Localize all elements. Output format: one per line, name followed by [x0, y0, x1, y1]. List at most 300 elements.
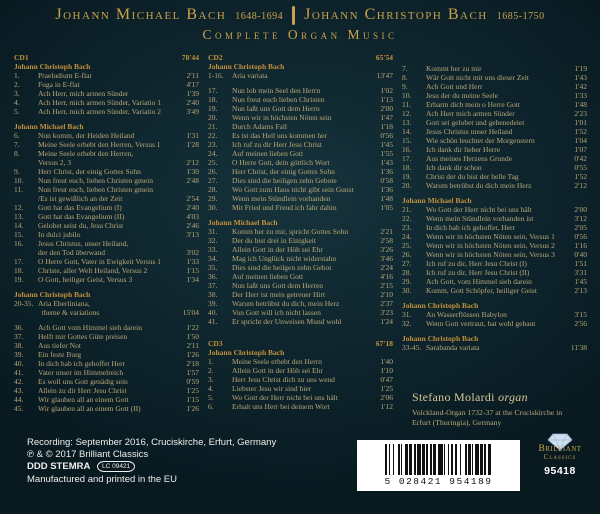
track-title: Wir glauben all an einem Gott (II): [38, 404, 141, 413]
track-time: 1'25: [186, 386, 199, 395]
track-number: 1.: [14, 71, 20, 80]
track-row: [208, 245, 393, 254]
track-time: 1'36: [380, 167, 393, 176]
track-number: 11.: [402, 100, 412, 109]
track-title: Aria Eberliniana,: [38, 299, 90, 308]
track-title: Jesu der du meine Seele: [426, 91, 499, 100]
track-row: [402, 205, 587, 214]
track-time: 1'45: [574, 277, 587, 286]
track-title: Nun komm, der Heiden Heiland: [38, 131, 135, 140]
track-time: 0'56: [574, 232, 587, 241]
track-title: Christe, aller Welt Heiland, Versus 2: [38, 266, 148, 275]
track-title: Ich ruf zu dir, Herr Jesu Christ (II): [426, 268, 530, 277]
track-time: 1'22: [186, 323, 199, 332]
track-number: [14, 308, 38, 317]
track-number: 26.: [402, 250, 412, 259]
track-time: 1'19: [574, 64, 587, 73]
track-time: 2'58: [380, 236, 393, 245]
track-time: 3'46: [380, 254, 393, 263]
track-row: [14, 131, 199, 140]
track-time: 2'15: [380, 281, 393, 290]
track-title: Meine Seele erhebt den Herren, Versus 1: [38, 140, 161, 149]
track-row: [14, 368, 199, 377]
artist-name-text: Stefano Molardi: [412, 390, 495, 404]
track-time: 3'15: [574, 310, 587, 319]
track-number: 26.: [208, 167, 218, 176]
track-number: 15.: [14, 230, 24, 239]
track-row: [402, 268, 587, 277]
track-row: [402, 91, 587, 100]
track-time: 2'24: [380, 263, 393, 272]
track-time: 0'56: [380, 131, 393, 140]
track-number: 14.: [402, 127, 412, 136]
track-number: 3.: [14, 89, 20, 98]
track-time: 2'12: [186, 158, 199, 167]
track-number: 36.: [14, 323, 24, 332]
track-title: Herr Christ, der einig Gottes Sohn: [38, 167, 141, 176]
track-number: 13.: [14, 212, 24, 221]
track-row: [14, 230, 199, 239]
track-column-2: [208, 53, 393, 413]
track-title: der den Tod überwand: [38, 248, 106, 257]
organ-line-1: Volckland-Organ 1732-37 at the Cruciskirche in: [412, 408, 563, 417]
track-time: 1'25: [380, 384, 393, 393]
track-title: Kommt her zu mir: [426, 64, 482, 73]
track-number: 44.: [14, 395, 24, 404]
track-time: 1'48: [574, 100, 587, 109]
track-number: 14.: [14, 221, 24, 230]
track-row: [14, 176, 199, 185]
track-number: 16.: [402, 145, 412, 154]
track-row: [208, 131, 393, 140]
track-title: Jesus Christus, unser Heiland,: [38, 239, 129, 248]
track-title: Dies sind die heiligen zehn Gebote: [232, 176, 337, 185]
track-time: 2'40: [186, 203, 199, 212]
track-number: 17.: [402, 154, 412, 163]
track-column-1: [14, 53, 199, 413]
track-row: [14, 149, 199, 158]
track-number: 30.: [402, 286, 412, 295]
track-number: 21.: [402, 205, 412, 214]
track-number: 25.: [402, 241, 412, 250]
track-number: 9.: [402, 82, 408, 91]
track-row: [208, 227, 393, 236]
track-title: Komm, Gott Schöpfer, heiliger Geist: [426, 286, 537, 295]
track-number: 25.: [208, 158, 218, 167]
track-time: 1'15: [186, 395, 199, 404]
composer-right-name: Johann Christoph Bach: [304, 6, 488, 23]
track-title: Ach Gott, vom Himmel sieh darein: [426, 277, 532, 286]
track-title: Ich dank dir schon: [426, 163, 482, 172]
track-row: [208, 317, 393, 326]
track-time: 1'28: [186, 140, 199, 149]
track-row: [402, 163, 587, 172]
track-title: Meine Seele erhebt den Herrn: [232, 357, 322, 366]
track-row: [402, 277, 587, 286]
track-time: 1'18: [380, 122, 393, 131]
track-title: Von Gott will ich nicht lassen: [232, 308, 321, 317]
track-row: [14, 359, 199, 368]
track-time: 2'00: [574, 205, 587, 214]
composers-title-line: [0, 6, 600, 24]
track-row: [208, 194, 393, 203]
track-title: Aus meines Herzens Grunde: [426, 154, 513, 163]
track-row: [402, 145, 587, 154]
track-number: 32.: [402, 319, 412, 328]
track-row: [208, 140, 393, 149]
disc-header: [14, 53, 199, 62]
track-title: Gott hat das Evangelium (II): [38, 212, 125, 221]
track-title: Auf meinen lieben Gott: [232, 149, 304, 158]
track-title: Nun laßt uns Gott dem Herren: [232, 281, 324, 290]
track-number: 15.: [402, 136, 412, 145]
track-row: [208, 308, 393, 317]
artist-credit: [412, 390, 594, 427]
track-title: Nun lob mein Seel den Herrn: [232, 86, 321, 95]
track-title: Versus 2, 3: [38, 158, 72, 167]
track-time: 1'31: [186, 131, 199, 140]
track-time: 2'05: [574, 223, 587, 232]
disc-label: CD2: [208, 53, 223, 62]
track-number: 35.: [208, 263, 218, 272]
composer-left-dates: 1648-1694: [235, 11, 284, 22]
track-row: [14, 185, 199, 194]
track-row: [14, 221, 199, 230]
track-row: [208, 203, 393, 212]
track-row: [208, 71, 393, 80]
track-number: 18.: [14, 266, 24, 275]
track-row: [402, 127, 587, 136]
track-number: 2.: [208, 366, 214, 375]
track-title: Wir glauben all an einem Gott: [38, 395, 129, 404]
track-title: Wenn mein Stündlein vorhanden ist: [426, 214, 534, 223]
brilliant-classics-logo: [524, 433, 596, 477]
track-time: 3'12: [574, 214, 587, 223]
track-row: [402, 214, 587, 223]
track-time: 1'24: [380, 317, 393, 326]
track-time: 4'16: [380, 272, 393, 281]
track-number: 27.: [402, 259, 412, 268]
track-title: Ach Herr, mich armen Sünder: [38, 89, 129, 98]
track-time: 1'43: [574, 73, 587, 82]
track-number: 13.: [402, 118, 412, 127]
artist-name: [412, 390, 594, 405]
track-row: [208, 263, 393, 272]
track-title: Auf meinen lieben Gott: [232, 272, 304, 281]
track-title: Warum betrübst du dich mein Herz: [426, 181, 532, 190]
track-title: Nun freut euch lieben Christen: [232, 95, 325, 104]
track-title: Wenn wir in höchsten Nöten sein: [232, 113, 332, 122]
track-time: 2'54: [186, 194, 199, 203]
track-time: 2'06: [380, 393, 393, 402]
track-row: [208, 185, 393, 194]
track-time: 1'52: [574, 172, 587, 181]
track-time: 2'40: [186, 98, 199, 107]
track-row: [208, 104, 393, 113]
track-row: [208, 272, 393, 281]
track-title: Jesus Christus unser Heiland: [426, 127, 513, 136]
track-row: [208, 384, 393, 393]
composer-section-header: Johann Christoph Bach: [14, 62, 91, 71]
track-number: 29.: [402, 277, 412, 286]
track-title: Ich dank dir lieber Herre: [426, 145, 501, 154]
track-number: 41.: [208, 317, 218, 326]
header: [0, 6, 600, 43]
barcode-bars: [385, 444, 493, 475]
track-number: 5.: [208, 393, 214, 402]
track-number: 21.: [208, 122, 218, 131]
track-number: 32.: [208, 236, 218, 245]
track-row: [14, 341, 199, 350]
track-number: 22.: [402, 214, 412, 223]
track-row: [402, 82, 587, 91]
barcode-space: [491, 444, 492, 475]
track-title: O Herre Gott, Vater in Ewigkeit Versus 1: [38, 257, 162, 266]
track-row: [208, 281, 393, 290]
track-number: 27.: [208, 176, 218, 185]
track-title: Wenn wir in höchsten Nöten sein, Versus 1: [426, 232, 555, 241]
track-time: 1'33: [186, 257, 199, 266]
track-time: 1'45: [380, 140, 393, 149]
track-title: O Gott, heiliger Geist, Versus 3: [38, 275, 133, 284]
track-title: Er spricht der Unweisen Mund wohl: [232, 317, 342, 326]
track-time: 1'01: [574, 118, 587, 127]
track-time: 3'13: [186, 230, 199, 239]
track-number: 1.: [208, 357, 214, 366]
track-number: 6.: [208, 402, 214, 411]
track-title: Nun freut euch, lieben Christen gmein: [38, 176, 153, 185]
track-title: Aus tiefer Not: [38, 341, 81, 350]
composer-section-header: Johann Michael Bach: [402, 196, 472, 205]
track-row: [208, 86, 393, 95]
track-number: 24.: [208, 149, 218, 158]
track-time: 3'26: [380, 245, 393, 254]
track-number: 39.: [208, 299, 218, 308]
track-title: Fuga in E-flat: [38, 80, 80, 89]
track-title: O Herre Gott, dein göttlich Wort: [232, 158, 330, 167]
track-number: 43.: [14, 386, 24, 395]
track-time: 1'39: [186, 89, 199, 98]
track-title: Wie schön leuchtet der Morgenstern: [426, 136, 535, 145]
track-time: 1'40: [380, 357, 393, 366]
track-title: Herr Christ, der einig Gottes Sohn: [232, 167, 335, 176]
track-number: 37.: [14, 332, 24, 341]
track-row: [14, 239, 199, 248]
track-title: Wenn mein Stündlein vorhanden: [232, 194, 331, 203]
track-row: [208, 236, 393, 245]
track-time: 1'36: [380, 185, 393, 194]
track-time: 0'40: [574, 250, 587, 259]
track-time: 1'26: [186, 404, 199, 413]
lc-code-badge: LC 09421: [97, 461, 135, 472]
track-row: [208, 393, 393, 402]
track-title: Es woll uns Gott genädig sein: [38, 377, 128, 386]
track-title: Wo Gott der Herr nicht bei uns hält: [232, 393, 338, 402]
track-row: [14, 377, 199, 386]
track-row: [208, 149, 393, 158]
track-time: 0'55: [574, 163, 587, 172]
track-title: Ach Herr, mich armen Sünder, Variatio 2: [38, 107, 161, 116]
track-time: 3'31: [574, 268, 587, 277]
catalog-number: 95418: [544, 465, 576, 477]
track-row: [14, 89, 199, 98]
track-number: 31.: [402, 310, 412, 319]
spacer: [208, 326, 393, 339]
track-title: Ach Gott vom Himmel sieh darein: [38, 323, 142, 332]
divider-ornament-icon: [292, 7, 295, 24]
track-title: Erhalt uns Herr bei deinem Wort: [232, 402, 330, 411]
track-number: 20.: [208, 113, 218, 122]
track-title: Wo Gott der Herr nicht bei uns hält: [426, 205, 532, 214]
track-time: 1'10: [380, 366, 393, 375]
track-title: Erbarm dich mein o Herre Gott: [426, 100, 520, 109]
track-number: 45.: [14, 404, 24, 413]
track-title: Allein Gott in der Höh sei Ehr: [232, 366, 323, 375]
track-row: [14, 80, 199, 89]
track-time: 1'12: [380, 402, 393, 411]
track-time: 1'55: [380, 149, 393, 158]
composer-section-header: Johann Michael Bach: [208, 218, 278, 227]
track-title: Wenn wir in höchsten Nöten sein, Versus 2: [426, 241, 555, 250]
track-number: 42.: [14, 377, 24, 386]
track-row: [14, 167, 199, 176]
track-number: 19.: [14, 275, 24, 284]
track-time: 13'47: [376, 71, 393, 80]
track-row: [14, 266, 199, 275]
track-title: Ach Herr mich armen Sünder: [426, 109, 515, 118]
track-number: 29.: [208, 194, 218, 203]
track-row: [208, 95, 393, 104]
track-row: [402, 100, 587, 109]
footer-credits: [27, 437, 276, 486]
track-title: Ich ruf zu dir, Herr Jesu Christ (I): [426, 259, 527, 268]
track-row: [14, 323, 199, 332]
ddd-stemra-line: [27, 461, 276, 473]
track-row: [402, 223, 587, 232]
track-number: [14, 194, 38, 203]
track-row: [402, 73, 587, 82]
track-row: [14, 308, 199, 317]
track-time: 1'05: [380, 203, 393, 212]
track-title: Nun laßt uns Gott dem Herrn: [232, 104, 320, 113]
track-time: 1'07: [574, 145, 587, 154]
track-row: [208, 158, 393, 167]
track-row: [208, 254, 393, 263]
track-listing: [14, 53, 588, 413]
track-row: [402, 286, 587, 295]
track-number: 11.: [14, 185, 24, 194]
track-row: [208, 290, 393, 299]
track-title: Wenn wir in höchsten Nöten sein, Versus 3: [426, 250, 555, 259]
track-time: 11'38: [570, 343, 587, 352]
track-title: Wär Gott nicht mit uns dieser Zeit: [426, 73, 529, 82]
track-number: 16.: [14, 239, 24, 248]
track-number: 10.: [14, 176, 24, 185]
track-number: 12.: [402, 109, 412, 118]
track-title: Ein feste Burg: [38, 350, 82, 359]
track-row: [402, 181, 587, 190]
track-row: [402, 319, 587, 328]
track-title: Allein zu dir Herr Jesu Christ: [38, 386, 127, 395]
track-time: 1'30: [186, 167, 199, 176]
track-time: 2'10: [380, 290, 393, 299]
track-time: 1'47: [380, 113, 393, 122]
barcode-digits: 5 028421 954189: [384, 476, 493, 487]
track-time: 2'11: [186, 341, 199, 350]
track-row: [402, 241, 587, 250]
track-row: [208, 176, 393, 185]
track-time: 2'18: [186, 359, 199, 368]
track-row: [14, 203, 199, 212]
track-row: [208, 375, 393, 384]
track-title: theme & variations: [38, 308, 100, 317]
track-number: 2.: [14, 80, 20, 89]
manufactured-line: Manufactured and printed in the EU: [27, 473, 177, 485]
composer-section-header: Johann Christoph Bach: [402, 334, 479, 343]
track-row: [14, 107, 199, 116]
track-time: 15'04: [182, 308, 199, 317]
track-title: Sarabanda variata: [426, 343, 480, 352]
track-time: 1'43: [380, 158, 393, 167]
track-title: Herr Jesu Christ dich zu uns wend: [232, 375, 335, 384]
track-number: 24.: [402, 232, 412, 241]
track-row: [208, 113, 393, 122]
track-number: 37.: [208, 281, 218, 290]
track-time: 1'33: [574, 91, 587, 100]
track-time: 0'42: [574, 154, 587, 163]
track-row: [402, 64, 587, 73]
track-row: [14, 404, 199, 413]
track-title: Nun freut euch, lieben Christen gmein: [38, 185, 153, 194]
track-row: [402, 109, 587, 118]
track-title: Ach Herr, mich armen Sünder, Variatio 1: [38, 98, 161, 107]
track-number: 31.: [208, 227, 218, 236]
track-time: 4'17: [186, 80, 199, 89]
track-number: 39.: [14, 350, 24, 359]
track-title: Mag ich Unglück nicht widerstahn: [232, 254, 337, 263]
track-row: [14, 332, 199, 341]
track-row: [208, 122, 393, 131]
track-title: Es ist das Heil uns kommen her: [232, 131, 327, 140]
track-title: In dich hab ich gehoffet, Herr: [426, 223, 515, 232]
disc-total-time: 65'54: [375, 53, 393, 62]
track-number: [14, 158, 38, 167]
track-number: 38.: [14, 341, 24, 350]
track-number: 1-16.: [208, 71, 224, 80]
track-row: [14, 386, 199, 395]
track-number: 4.: [208, 384, 214, 393]
track-time: 2'37: [380, 299, 393, 308]
track-row: [402, 343, 587, 352]
track-row: [14, 299, 199, 308]
track-row: [14, 212, 199, 221]
track-time: 1'13: [380, 95, 393, 104]
barcode: [357, 440, 520, 491]
track-row: [14, 158, 199, 167]
track-number: 6.: [14, 131, 20, 140]
track-number: 40.: [208, 308, 218, 317]
organ-description: [412, 408, 594, 427]
track-row: [208, 167, 393, 176]
track-number: 36.: [208, 272, 218, 281]
disc-label: CD3: [208, 339, 223, 348]
track-time: 2'46: [186, 221, 199, 230]
track-title: Ich ruf zu dir Herr Jesu Christ: [232, 140, 322, 149]
composer-section-header: Johann Michael Bach: [14, 122, 84, 131]
disc-header: [208, 339, 393, 348]
track-number: 8.: [14, 149, 20, 158]
track-title: Durch Adams Fall: [232, 122, 287, 131]
